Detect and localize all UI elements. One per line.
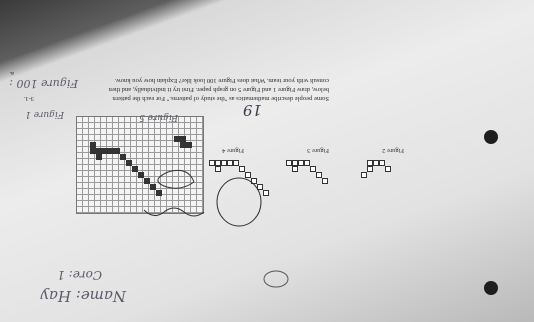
handwritten-figure-100: Figure 100 : [9,77,78,90]
problem-line-1: Some people describe mathematics as "the study of patterns." For each the pattern [112,95,329,102]
knot-scribble [158,170,194,188]
circle-scribble [217,178,261,226]
small-doodle [264,271,288,287]
handwritten-name: Name: Hay [40,287,126,305]
handwritten-core: Core: 1 [57,268,102,282]
handwritten-figure-1: Figure 1 [25,109,64,119]
problem-number: 3-1. [23,95,34,102]
loop-scribble [144,208,204,216]
problem-line-2: below, draw Figure 1 and Figure 5 on graph paper. First try it individually, and then [108,86,329,93]
handwritten-figure-5: Figure 5 [139,112,178,122]
handwritten-count: 19 [242,101,262,119]
part-label: a. [9,70,14,77]
figure-4-label: Figure 4 [222,147,244,154]
figure-2-label: Figure 2 [382,147,404,154]
problem-line-3: consult with your team. What does Figure 100 look like? Explain how you know. [114,77,329,84]
figure-3-label: Figure 3 [307,147,329,154]
